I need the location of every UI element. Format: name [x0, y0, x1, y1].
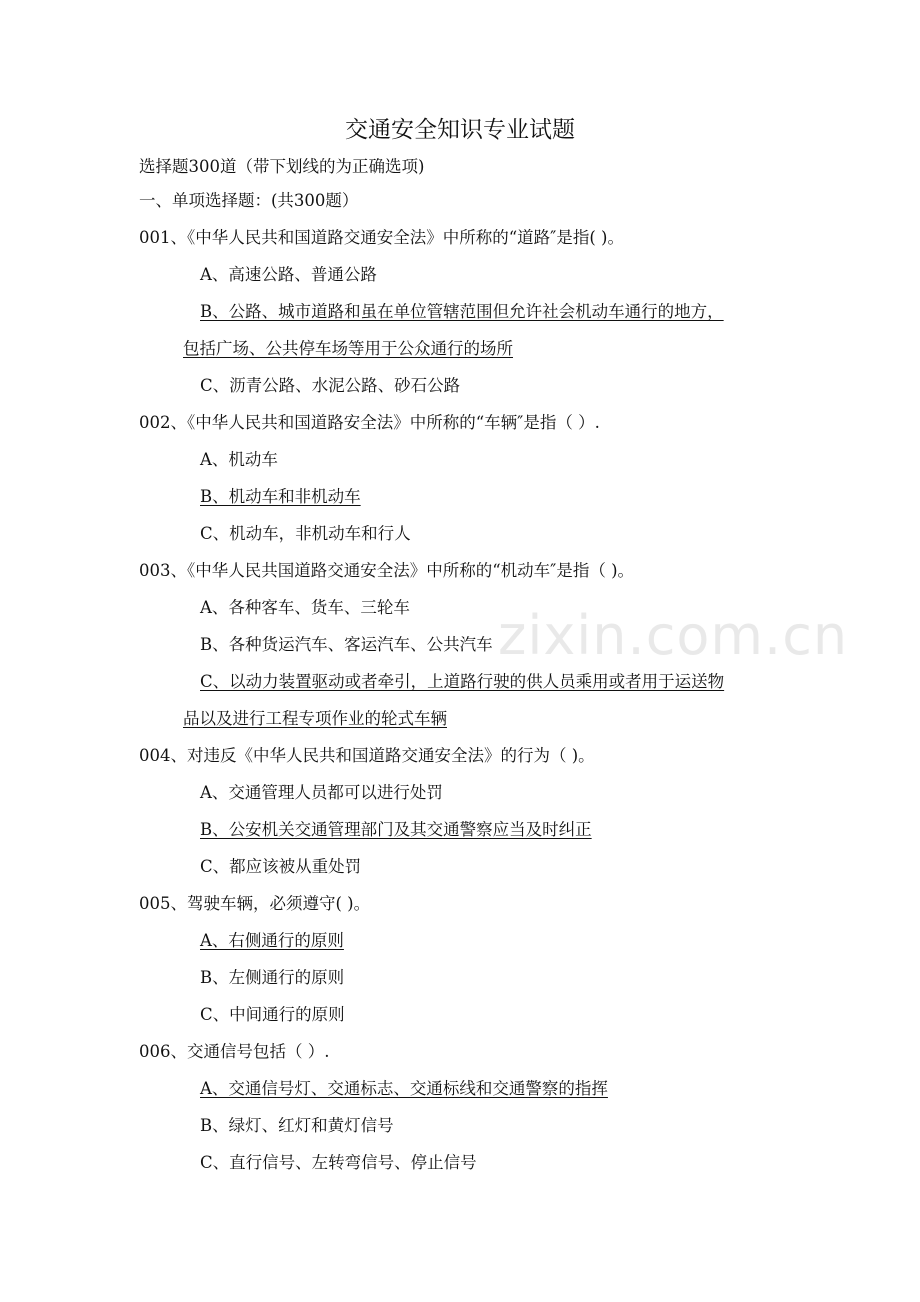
question-006-stem: 006、交通信号包括（ ）.: [139, 1042, 330, 1061]
question-006-option-c: C、直行信号、左转弯信号、停止信号: [200, 1153, 477, 1172]
question-004-option-b-correct: B、公安机关交通管理部门及其交通警察应当及时纠正: [200, 820, 592, 839]
question-005-stem: 005、驾驶车辆，必须遵守( )。: [139, 894, 371, 913]
question-002-option-a: A、机动车: [200, 450, 278, 469]
question-004-stem: 004、对违反《中华人民共和国道路交通安全法》的行为（ )。: [139, 746, 595, 765]
question-002-stem: 002、《中华人民共和国道路安全法》中所称的“车辆″是指（ ）.: [139, 413, 600, 432]
question-001-stem: 001、《中华人民共和国道路交通安全法》中所称的“道路″是指( )。: [139, 228, 624, 247]
question-006-option-b: B、绿灯、红灯和黄灯信号: [200, 1116, 394, 1135]
question-005-option-b: B、左侧通行的原则: [200, 968, 345, 987]
question-001-option-c: C、沥青公路、水泥公路、砂石公路: [200, 376, 461, 395]
question-002-option-b-correct: B、机动车和非机动车: [200, 487, 361, 506]
page-title: 交通安全知识专业试题: [345, 117, 575, 143]
section-heading: 一、单项选择题：(共300题）: [139, 191, 359, 210]
question-003-option-b: B、各种货运汽车、客运汽车、公共汽车: [200, 635, 493, 654]
question-004-option-a: A、交通管理人员都可以进行处罚: [200, 783, 443, 802]
question-001-option-a: A、高速公路、普通公路: [200, 265, 377, 284]
question-003-option-c-correct: C、以动力装置驱动或者牵引，上道路行驶的供人员乘用或者用于运送物: [200, 672, 725, 691]
question-001-option-b-continued: 包括广场、公共停车场等用于公众通行的场所: [183, 339, 513, 358]
question-004-option-c: C、都应该被从重处罚: [200, 857, 362, 876]
intro-text: 选择题300道（带下划线的为正确选项): [139, 157, 425, 176]
question-001-option-b-correct: B、公路、城市道路和虽在单位管辖范围但允许社会机动车通行的地方，: [200, 302, 724, 321]
question-006-option-a-correct: A、交通信号灯、交通标志、交通标线和交通警察的指挥: [200, 1079, 608, 1098]
question-005-option-c: C、中间通行的原则: [200, 1005, 345, 1024]
question-003-option-c-continued: 品以及进行工程专项作业的轮式车辆: [183, 709, 447, 728]
question-005-option-a-correct: A、右侧通行的原则: [200, 931, 344, 950]
question-002-option-c: C、机动车，非机动车和行人: [200, 524, 411, 543]
question-003-stem: 003、《中华人民共国道路交通安全法》中所称的“机动车″是指（ )。: [139, 561, 635, 580]
watermark-text: zixin.com.cn: [498, 604, 849, 667]
question-003-option-a: A、各种客车、货车、三轮车: [200, 598, 410, 617]
